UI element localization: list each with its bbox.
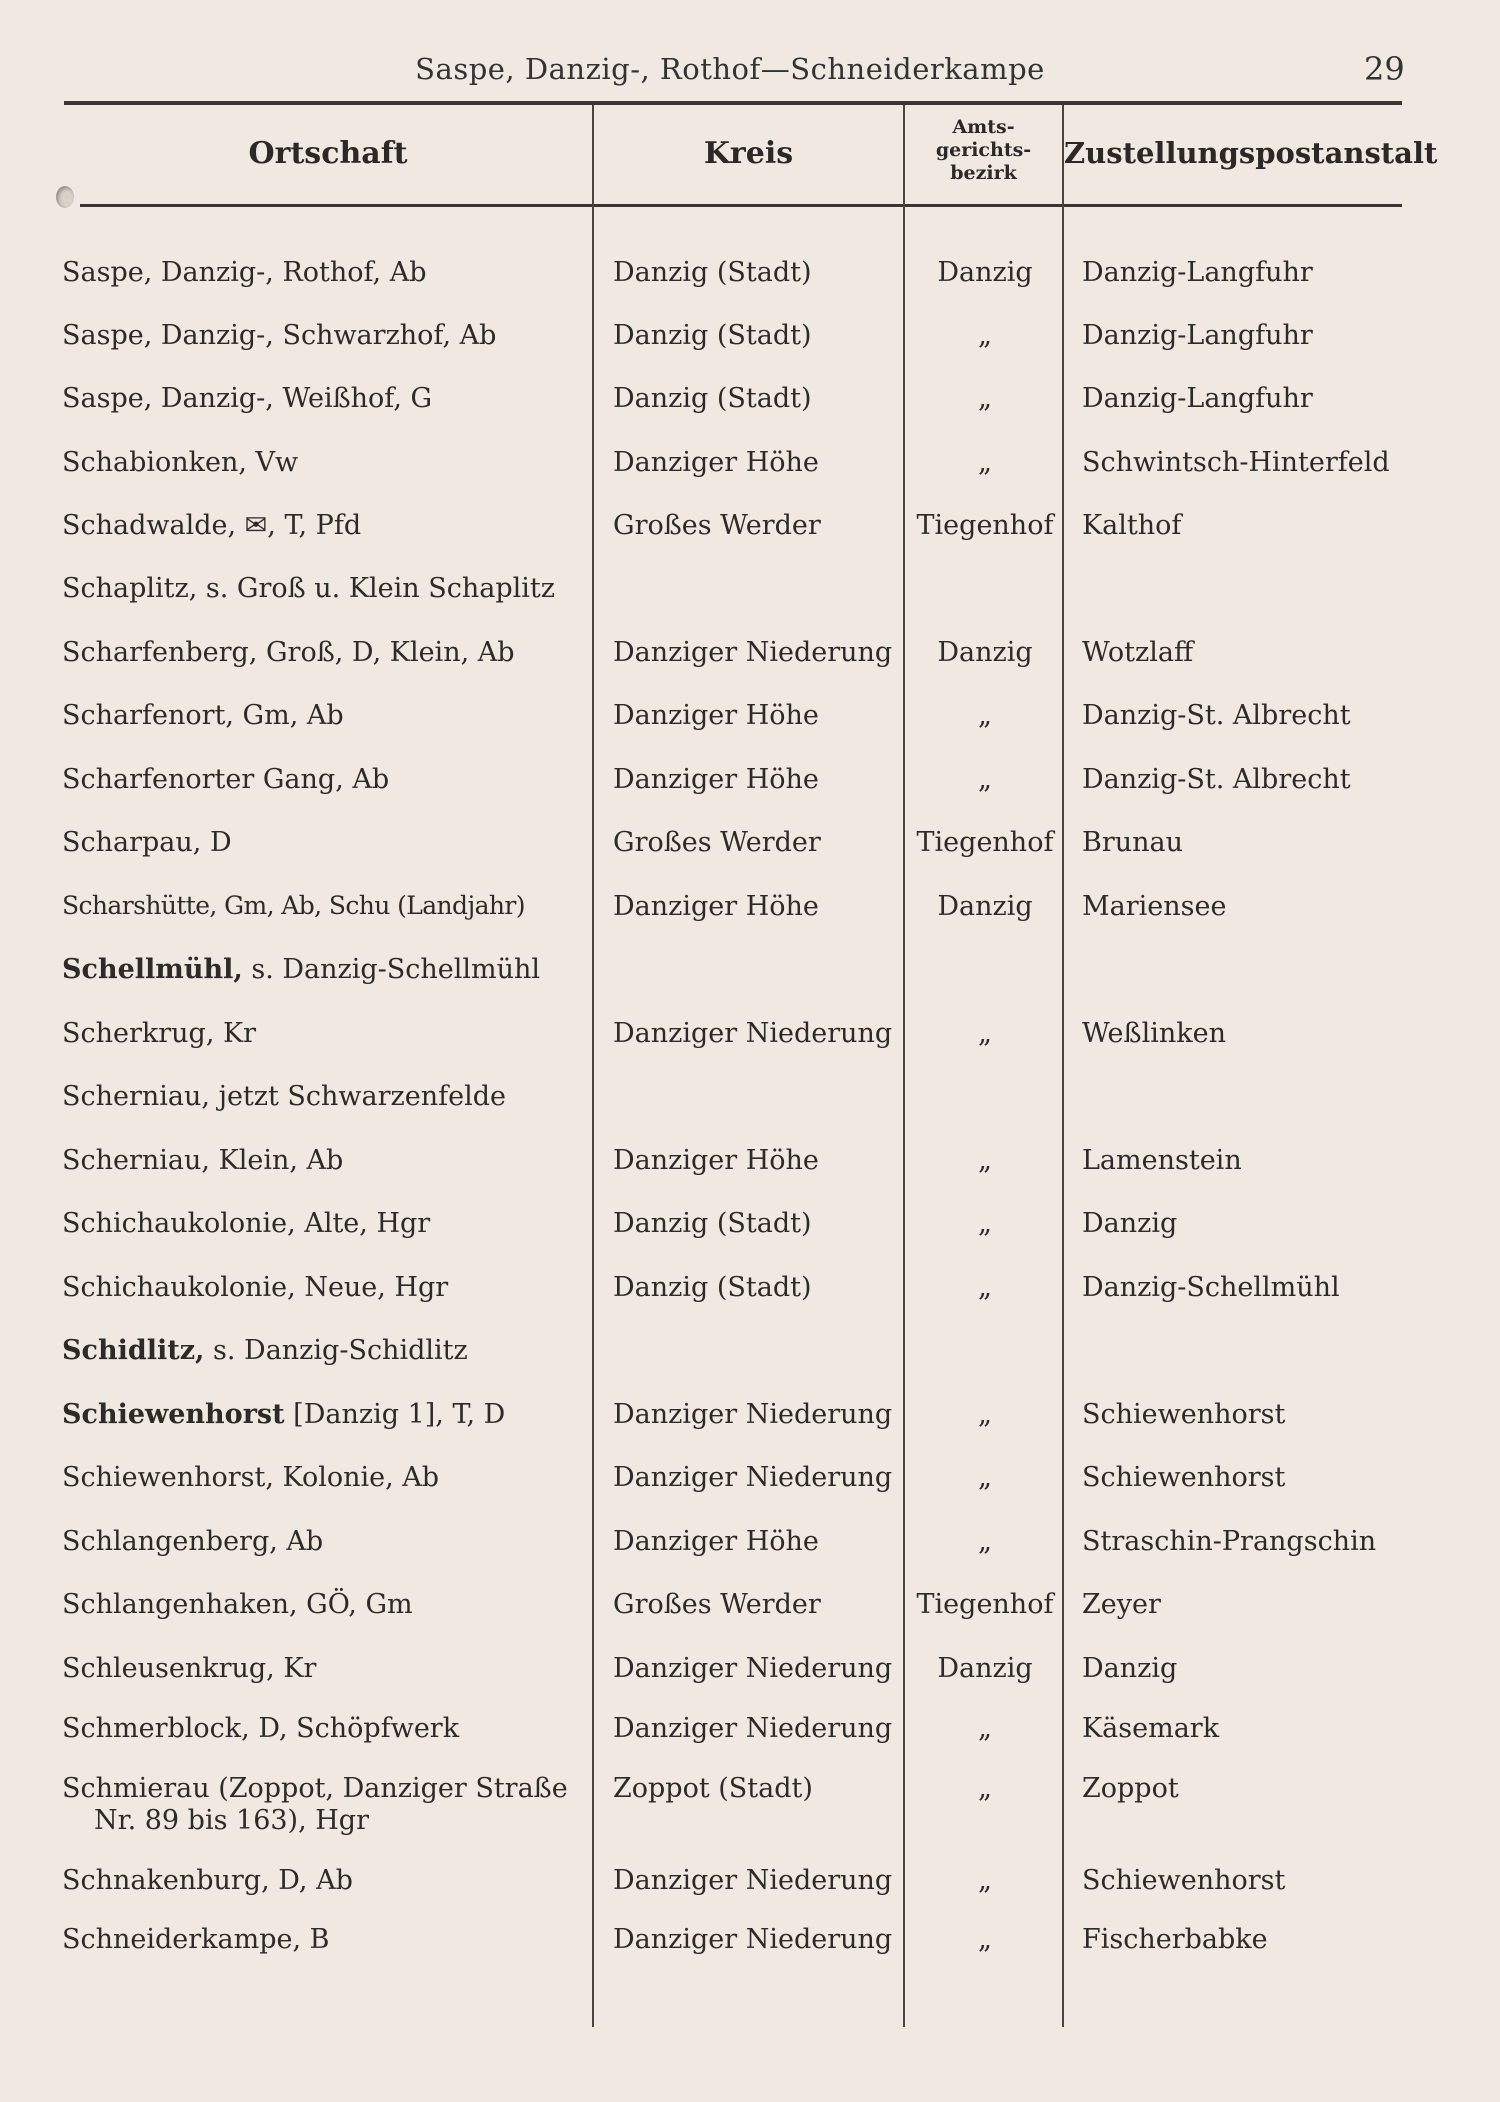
ortschaft-cell: Scharfenorter Gang, Ab <box>62 764 390 795</box>
ortschaft-continuation: Nr. 89 bis 163), Hgr <box>94 1805 369 1836</box>
table-row <box>0 1653 1500 1701</box>
kreis-cell: Danziger Niederung <box>613 1018 893 1049</box>
table-row <box>0 891 1500 939</box>
table-row <box>0 1145 1500 1193</box>
top-rule <box>64 101 1402 105</box>
kreis-cell: Danzig (Stadt) <box>613 320 812 351</box>
kreis-cell: Danzig (Stadt) <box>613 383 812 414</box>
ortschaft-cell <box>62 1399 582 1430</box>
kreis-cell: Danziger Höhe <box>613 764 819 795</box>
zustellung-cell: Danzig-Langfuhr <box>1082 383 1313 414</box>
kreis-cell: Danziger Höhe <box>613 700 819 731</box>
table-row <box>0 1924 1500 1972</box>
kreis-cell: Großes Werder <box>613 510 821 541</box>
kreis-cell: Danziger Höhe <box>613 891 819 922</box>
kreis-cell: Großes Werder <box>613 827 821 858</box>
kreis-cell: Danziger Höhe <box>613 447 819 478</box>
table-row <box>0 510 1500 558</box>
amtsgericht-cell: Danzig <box>937 891 1033 922</box>
zustellung-cell: Danzig-Schellmühl <box>1082 1272 1340 1303</box>
ortschaft-reference: [Danzig 1], T, D <box>284 1399 506 1430</box>
page-number: 29 <box>1364 50 1405 88</box>
amtsgericht-cell: Tiegenhof <box>916 827 1054 858</box>
table-row <box>0 1018 1500 1066</box>
ortschaft-cell: Schabionken, Vw <box>62 447 299 478</box>
zustellung-cell: Danzig-St. Albrecht <box>1082 764 1351 795</box>
ortschaft-cell <box>62 1773 582 1837</box>
table-row <box>0 1589 1500 1637</box>
kreis-cell: Danziger Niederung <box>613 1924 893 1955</box>
kreis-cell: Danziger Niederung <box>613 1462 893 1493</box>
amt-header-line: Amts- <box>952 116 1015 138</box>
ortschaft-cell: Schadwalde, ✉, T, Pfd <box>62 510 362 541</box>
amt-header-line: bezirk <box>950 162 1017 184</box>
table-row <box>0 1773 1500 1841</box>
kreis-cell: Großes Werder <box>613 1589 821 1620</box>
ortschaft-cell: Scherniau, jetzt Schwarzenfelde <box>62 1081 507 1112</box>
zustellung-cell: Danzig-Langfuhr <box>1082 320 1313 351</box>
ortschaft-cell: Schaplitz, s. Groß u. Klein Schaplitz <box>62 573 555 604</box>
amtsgericht-cell: „ <box>978 1145 992 1176</box>
ortschaft-cell: Schneiderkampe, B <box>62 1924 330 1955</box>
table-row <box>0 1272 1500 1320</box>
amtsgericht-cell: „ <box>978 1713 992 1744</box>
amtsgericht-cell: „ <box>978 1272 992 1303</box>
table-row <box>0 1081 1500 1129</box>
zustellung-cell: Käsemark <box>1082 1713 1220 1744</box>
ortschaft-bold: Schellmühl, <box>62 954 243 985</box>
kreis-cell: Danzig (Stadt) <box>613 1208 812 1239</box>
table-row <box>0 1526 1500 1574</box>
amtsgericht-cell: „ <box>978 1018 992 1049</box>
ortschaft-cell: Schiewenhorst, Kolonie, Ab <box>62 1462 440 1493</box>
kreis-cell: Danziger Niederung <box>613 1399 893 1430</box>
ortschaft-reference: s. Danzig-Schellmühl <box>242 954 541 985</box>
zustellung-cell: Weßlinken <box>1082 1018 1226 1049</box>
amtsgericht-cell: Tiegenhof <box>916 1589 1054 1620</box>
column-header-amtsgerichtsbezirk <box>905 116 1062 185</box>
zustellung-cell: Schiewenhorst <box>1082 1399 1286 1430</box>
kreis-cell: Danziger Niederung <box>613 1653 893 1684</box>
ortschaft-cell: Schichaukolonie, Neue, Hgr <box>62 1272 449 1303</box>
ortschaft-cell: Schnakenburg, D, Ab <box>62 1865 353 1896</box>
amtsgericht-cell: Danzig <box>937 637 1033 668</box>
amtsgericht-cell: „ <box>978 764 992 795</box>
amtsgericht-cell: „ <box>978 700 992 731</box>
table-row <box>0 827 1500 875</box>
ortschaft-bold: Schidlitz, <box>62 1335 205 1366</box>
table-row <box>0 1208 1500 1256</box>
amtsgericht-cell: „ <box>978 1399 992 1430</box>
kreis-cell: Danziger Niederung <box>613 1865 893 1896</box>
amtsgericht-cell: Danzig <box>937 257 1033 288</box>
column-header-kreis: Kreis <box>703 136 794 171</box>
table-row <box>0 637 1500 685</box>
ortschaft-cell: Saspe, Danzig-, Schwarzhof, Ab <box>62 320 497 351</box>
ortschaft-reference: s. Danzig-Schidlitz <box>204 1335 468 1366</box>
kreis-cell: Danziger Höhe <box>613 1145 819 1176</box>
punch-hole <box>56 186 74 208</box>
zustellung-cell: Danzig <box>1082 1208 1178 1239</box>
table-row <box>0 764 1500 812</box>
table-row <box>0 954 1500 1002</box>
table-row <box>0 447 1500 495</box>
ortschaft-cell: Schmerblock, D, Schöpfwerk <box>62 1713 460 1744</box>
table-row <box>0 1865 1500 1913</box>
ortschaft-cell <box>62 954 582 985</box>
table-row <box>0 383 1500 431</box>
zustellung-cell: Brunau <box>1082 827 1184 858</box>
ortschaft-cell: Scherniau, Klein, Ab <box>62 1145 344 1176</box>
amtsgericht-cell: „ <box>978 1924 992 1955</box>
zustellung-cell: Schiewenhorst <box>1082 1865 1286 1896</box>
amt-header-line: gerichts- <box>935 139 1032 161</box>
ortschaft-cell <box>62 1335 582 1366</box>
kreis-cell: Zoppot (Stadt) <box>613 1773 813 1804</box>
header-rule <box>80 204 1402 207</box>
ortschaft-cell: Scharpau, D <box>62 827 232 858</box>
zustellung-cell: Lamenstein <box>1082 1145 1242 1176</box>
column-header-zustellungspostanstalt: Zustellungspostanstalt <box>1064 136 1438 170</box>
zustellung-cell: Danzig-St. Albrecht <box>1082 700 1351 731</box>
zustellung-cell: Mariensee <box>1082 891 1227 922</box>
table-row <box>0 320 1500 368</box>
amtsgericht-cell: „ <box>978 320 992 351</box>
amtsgericht-cell: „ <box>978 1865 992 1896</box>
ortschaft-cell: Scharshütte, Gm, Ab, Schu (Landjahr) <box>62 891 525 920</box>
zustellung-cell: Schiewenhorst <box>1082 1462 1286 1493</box>
table-row <box>0 257 1500 305</box>
zustellung-cell: Straschin-Prangschin <box>1082 1526 1377 1557</box>
ortschaft-cell: Schichaukolonie, Alte, Hgr <box>62 1208 431 1239</box>
ortschaft-cell: Saspe, Danzig-, Rothof, Ab <box>62 257 427 288</box>
table-row <box>0 1335 1500 1383</box>
table-row <box>0 1713 1500 1761</box>
running-title: Saspe, Danzig-, Rothof—Schneiderkampe <box>415 52 1045 86</box>
column-header-ortschaft: Ortschaft <box>248 136 408 171</box>
kreis-cell: Danziger Niederung <box>613 1713 893 1744</box>
amtsgericht-cell: Danzig <box>937 1653 1033 1684</box>
table-row <box>0 573 1500 621</box>
zustellung-cell: Zeyer <box>1082 1589 1161 1620</box>
table-row <box>0 700 1500 748</box>
zustellung-cell: Kalthof <box>1082 510 1182 541</box>
zustellung-cell: Schwintsch-Hinterfeld <box>1082 447 1390 478</box>
amtsgericht-cell: „ <box>978 383 992 414</box>
ortschaft-cell: Schlangenhaken, GÖ, Gm <box>62 1589 413 1620</box>
kreis-cell: Danziger Niederung <box>613 637 893 668</box>
ortschaft-cell: Saspe, Danzig-, Weißhof, G <box>62 383 433 414</box>
amtsgericht-cell: „ <box>978 1462 992 1493</box>
amtsgericht-cell: Tiegenhof <box>916 510 1054 541</box>
zustellung-cell: Danzig <box>1082 1653 1178 1684</box>
ortschaft-cell: Scherkrug, Kr <box>62 1018 257 1049</box>
amtsgericht-cell: „ <box>978 1208 992 1239</box>
table-row <box>0 1399 1500 1447</box>
kreis-cell: Danzig (Stadt) <box>613 1272 812 1303</box>
table-row <box>0 1462 1500 1510</box>
ortschaft-line: Schmierau (Zoppot, Danziger Straße <box>62 1773 568 1804</box>
amtsgericht-cell: „ <box>978 1773 992 1804</box>
zustellung-cell: Zoppot <box>1082 1773 1179 1804</box>
zustellung-cell: Danzig-Langfuhr <box>1082 257 1313 288</box>
amtsgericht-cell: „ <box>978 447 992 478</box>
ortschaft-cell: Schlangenberg, Ab <box>62 1526 324 1557</box>
ortschaft-cell: Scharfenort, Gm, Ab <box>62 700 344 731</box>
zustellung-cell: Wotzlaff <box>1082 637 1194 668</box>
zustellung-cell: Fischerbabke <box>1082 1924 1268 1955</box>
ortschaft-cell: Scharfenberg, Groß, D, Klein, Ab <box>62 637 515 668</box>
kreis-cell: Danziger Höhe <box>613 1526 819 1557</box>
ortschaft-cell: Schleusenkrug, Kr <box>62 1653 317 1684</box>
kreis-cell: Danzig (Stadt) <box>613 257 812 288</box>
ortschaft-bold: Schiewenhorst <box>62 1399 285 1430</box>
amtsgericht-cell: „ <box>978 1526 992 1557</box>
